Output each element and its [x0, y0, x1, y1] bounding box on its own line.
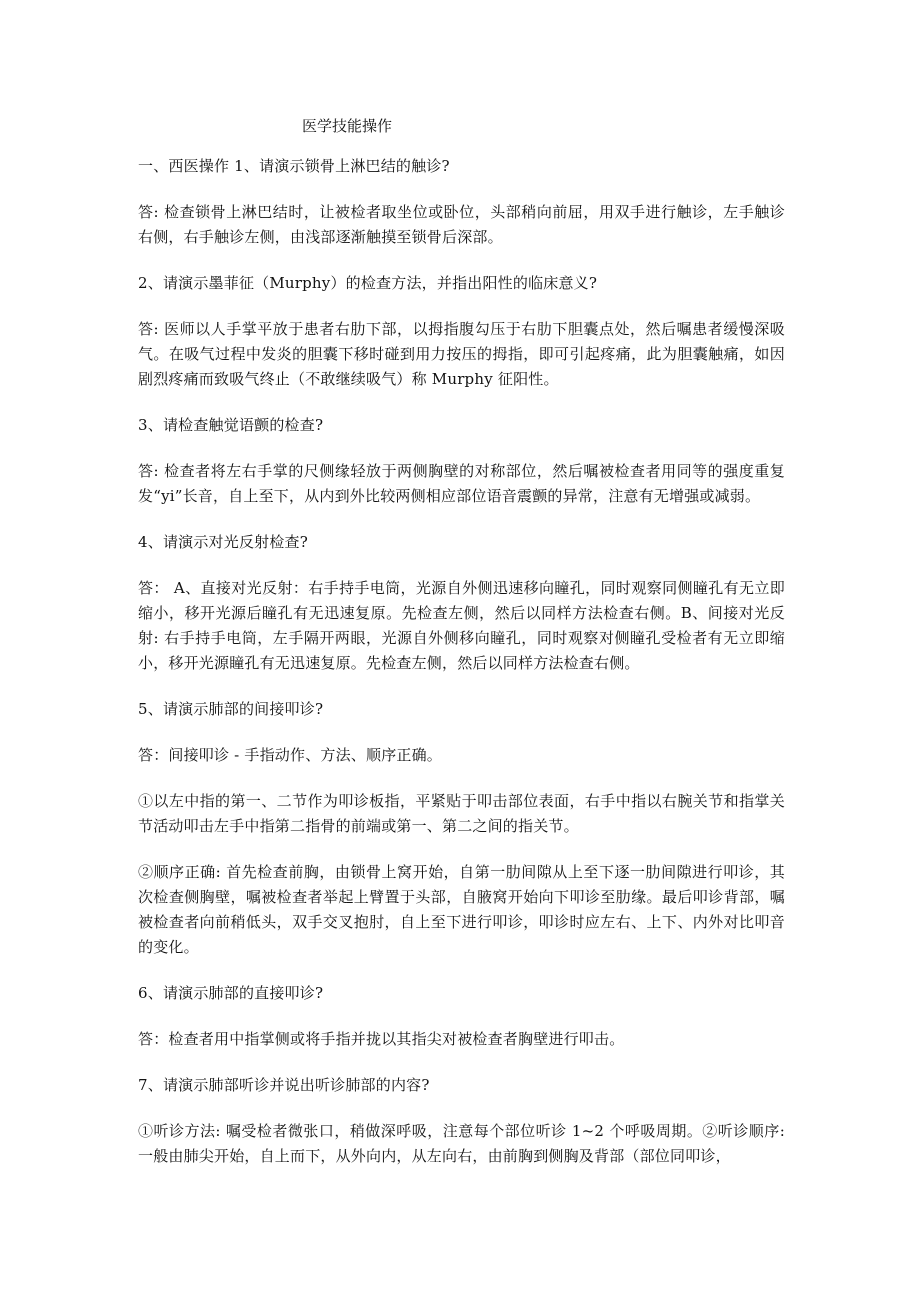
document-body [138, 154, 785, 1190]
answer-3: 答: 检查者将左右手掌的尺侧缘轻放于两侧胸壁的对称部位，然后嘱被检查者用同等的强度重复发“yi”长音，自上至下，从内到外比较两侧相应部位语音震颤的异常，注意有无增强或减弱。 [138, 462, 785, 505]
question-6: 6、请演示肺部的直接叩诊? [138, 984, 324, 1002]
answer-6: 答：检查者用中指掌侧或将手指并拢以其指尖对被检查者胸壁进行叩击。 [138, 1030, 625, 1048]
question-1: 一、西医操作 1、请演示锁骨上淋巴结的触诊? [138, 157, 450, 175]
answer-4: 答： A、直接对光反射：右手持手电筒，光源自外侧迅速移向瞳孔，同时观察同侧瞳孔有无立即缩小，移开光源后瞳孔有无迅速复原。先检查左侧，然后以同样方法检查右侧。B、间接对光反射: 右手持手电筒，左手隔开两眼，光源自外侧移向瞳孔，同时观察对侧瞳孔受检者有无立即缩小，移开光源瞳孔有无迅速复原。先检查左侧，然后以同样方法检查右侧。 [138, 579, 785, 672]
answer-2: 答: 医师以人手掌平放于患者右肋下部，以拇指腹勾压于右肋下胆囊点处，然后嘱患者缓慢深吸气。在吸气过程中发炎的胆囊下移时碰到用力按压的拇指，即可引起疼痛，此为胆囊触痛，如因剧烈疼痛而致吸气终止（不敢继续吸气）称 Murphy 征阳性。 [138, 320, 785, 388]
question-3: 3、请检查触觉语颤的检查? [138, 416, 324, 434]
question-5: 5、请演示肺部的间接叩诊? [138, 700, 324, 718]
answer-7: ①听诊方法: 嘱受检者微张口，稍做深呼吸，注意每个部位听诊 1~2 个呼吸周期。②听诊顺序: 一般由肺尖开始，自上而下，从外向内，从左向右，由前胸到侧胸及背部（部位同叩诊， [138, 1122, 785, 1165]
answer-1: 答: 检查锁骨上淋巴结时，让被检者取坐位或卧位，头部稍向前屈，用双手进行触诊，左手触诊右侧，右手触诊左侧，由浅部逐渐触摸至锁骨后深部。 [138, 203, 785, 246]
answer-5-intro: 答：间接叩诊 - 手指动作、方法、顺序正确。 [138, 746, 443, 764]
question-4: 4、请演示对光反射检查? [138, 533, 308, 551]
answer-5-step-1: ①以左中指的第一、二节作为叩诊板指，平紧贴于叩击部位表面，右手中指以右腕关节和指掌关节活动叩击左手中指第二指骨的前端或第一、第二之间的指关节。 [138, 792, 785, 835]
question-7: 7、请演示肺部听诊并说出听诊肺部的内容? [138, 1076, 430, 1094]
answer-5-step-2: ②顺序正确: 首先检查前胸，由锁骨上窝开始，自第一肋间隙从上至下逐一肋间隙进行叩诊，其次检查侧胸壁，嘱被检查者举起上臂置于头部，自腋窝开始向下叩诊至肋缘。最后叩诊背部，嘱被检查者向前稍低头，双手交叉抱肘，自上至下进行叩诊，叩诊时应左右、上下、内外对比叩音的变化。 [138, 863, 785, 956]
document-title: 医学技能操作 [302, 117, 393, 135]
question-2: 2、请演示墨菲征（Murphy）的检查方法，并指出阳性的临床意义? [138, 274, 598, 292]
